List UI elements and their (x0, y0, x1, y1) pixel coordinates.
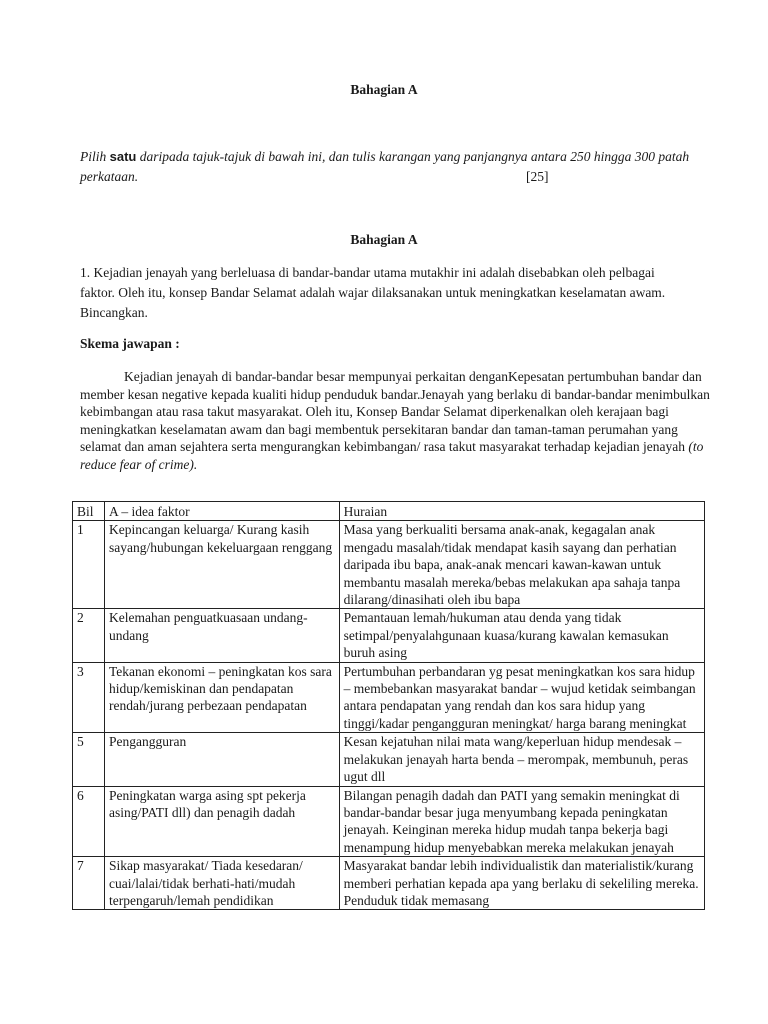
table-row (73, 662, 705, 733)
row-idea: Tekanan ekonomi – peningkatan kos sara hidup/kemiskinan dan pendapatan rendah/jurang perbezaan pendapatan (104, 662, 339, 733)
factor-table (72, 501, 705, 910)
table-header-row (73, 502, 705, 521)
row-huraian: Bilangan penagih dadah dan PATI yang semakin meningkat di bandar-bandar besar juga menyumbang kepada peningkatan jenayah. Keinginan mereka hidup mudah tanpa bekerja bagi menampung hidup menyebabkan mereka melakukan jenayah (339, 786, 704, 857)
intro-paragraph-text: Kejadian jenayah di bandar-bandar besar mempunyai perkaitan denganKepesatan pertumbuhan bandar dan member kesan negative kepada kualiti hidup penduduk bandar.Jenayah yang berlaku di bandar-bandar menimbulkan kebimbangan atau rasa takut masyarakat. Oleh itu, Konsep Bandar Selamat diperkenalkan oleh kerajaan bagi meningkatkan keselamatan awam dan bagi membentuk persekitaran bandar dan taman-taman perumahan yang selamat dan aman sejahtera serta mengurangkan kebimbangan/ rasa takut masyarakat terhadap kejadian jenayah (80, 369, 710, 454)
row-bil: 6 (73, 786, 105, 857)
section-heading-top: Bahagian A (350, 82, 418, 97)
row-idea: Kelemahan penguatkuasaan undang-undang (104, 609, 339, 662)
row-huraian: Masa yang berkualiti bersama anak-anak, kegagalan anak mengadu masalah/tidak mendapat kasih sayang dan perhatian daripada ibu bapa, anak-anak mencari kawan-kawan untuk membantu masalah mereka/bebas melakukan apa sahaja tanpa dilarang/dinasihati oleh ibu bapa (339, 521, 704, 609)
row-bil: 3 (73, 662, 105, 733)
header-huraian: Huraian (339, 502, 704, 521)
row-huraian: Pemantauan lemah/hukuman atau denda yang tidak setimpal/penyalahgunaan kuasa/kurang kawalan kemasukan buruh asing (339, 609, 704, 662)
marks-label: [25] (526, 169, 549, 184)
row-idea: Peningkatan warga asing spt pekerja asing/PATI dll) dan penagih dadah (104, 786, 339, 857)
table-row (73, 609, 705, 662)
question-text: 1. Kejadian jenayah yang berleluasa di bandar-bandar utama mutakhir ini adalah disebabkan oleh pelbagai faktor. Oleh itu, konsep Bandar Selamat adalah wajar dilaksanakan untuk meningkatkan keselamatan awam. Bincangkan. (80, 265, 666, 320)
row-huraian: Pertumbuhan perbandaran yg pesat meningkatkan kos sara hidup – membebankan masyarakat bandar – wujud ketidak seimbangan antara pendapatan yang rendah dan kos sara hidup yang tinggi/kadar pengangguran meningkat/ harga barang meningkat (339, 662, 704, 733)
row-bil: 5 (73, 733, 105, 786)
row-idea: Kepincangan keluarga/ Kurang kasih sayang/hubungan kekeluargaan renggang (104, 521, 339, 609)
row-huraian: Masyarakat bandar lebih individualistik dan materialistik/kurang memberi perhatian kepada apa yang berlaku di sekeliling mereka. Penduduk tidak memasang (339, 857, 704, 910)
row-bil: 7 (73, 857, 105, 910)
instruction-text (80, 147, 720, 187)
intro-paragraph (80, 368, 720, 473)
skema-label: Skema jawapan : (80, 336, 180, 351)
table-row (73, 733, 705, 786)
table-row (73, 786, 705, 857)
instruction-part1: Pilih (80, 149, 110, 164)
row-bil: 2 (73, 609, 105, 662)
table-row (73, 521, 705, 609)
row-idea: Pengangguran (104, 733, 339, 786)
row-bil: 1 (73, 521, 105, 609)
row-huraian: Kesan kejatuhan nilai mata wang/keperluan hidup mendesak – melakukan jenayah harta benda – merompak, membunuh, peras ugut dll (339, 733, 704, 786)
row-idea: Sikap masyarakat/ Tiada kesedaran/ cuai/lalai/tidak berhati-hati/mudah terpengaruh/lemah pendidikan (104, 857, 339, 910)
instruction-bold: satu (109, 149, 137, 164)
header-idea: A – idea faktor (104, 502, 339, 521)
header-bil: Bil (73, 502, 105, 521)
table-row (73, 857, 705, 910)
section-heading-second: Bahagian A (350, 232, 418, 247)
instruction-part2: daripada tajuk-tajuk di bawah ini, dan tulis karangan yang panjangnya antara 250 hingga 300 patah perkataan. (80, 149, 690, 184)
intro-paragraph-italic: (to reduce fear of crime). (80, 439, 704, 472)
